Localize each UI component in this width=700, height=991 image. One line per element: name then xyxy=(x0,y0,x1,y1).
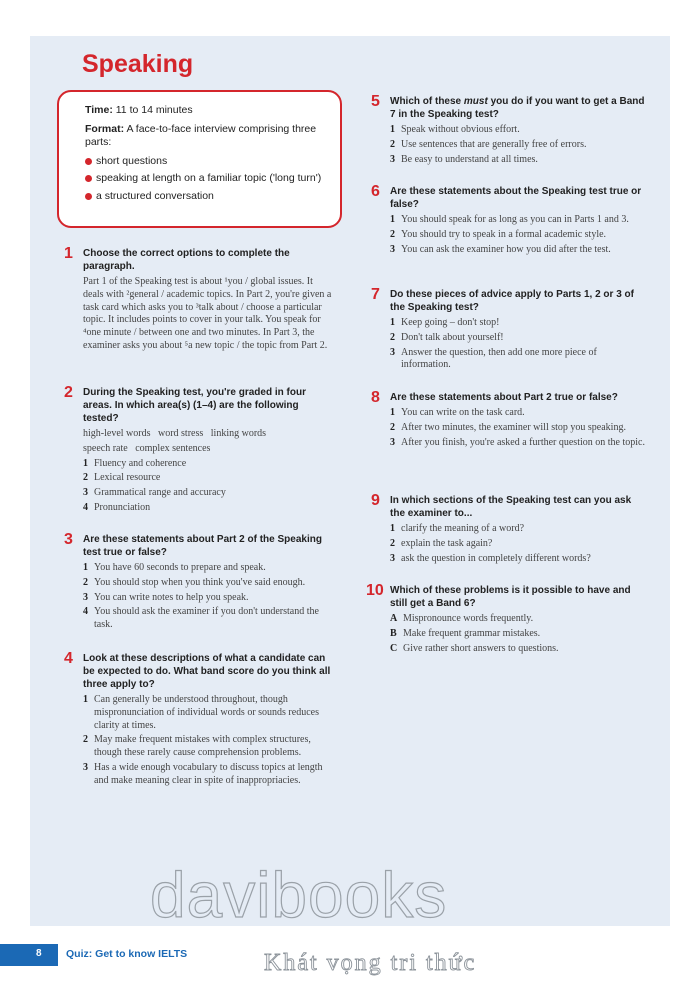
list-item: 2 You should stop when you think you've said enough. xyxy=(83,576,306,588)
list-item: 1 Can generally be understood throughout, though mispronunciation of individual words or sounds reduces clarity at times. xyxy=(83,694,319,731)
question-heading: Which of these problems is it possible to have and still get a Band 6? xyxy=(390,585,631,609)
list-item: 4 Pronunciation xyxy=(83,501,151,513)
list-item: 2 Don't talk about yourself! xyxy=(390,331,504,343)
page-title: Speaking xyxy=(82,50,194,78)
question-heading: Are these statements about the Speaking test true or false? xyxy=(390,186,642,210)
list-item: 3 Grammatical range and accuracy xyxy=(83,487,226,499)
page-number: 8 xyxy=(36,948,42,959)
list-item: 1 You can write on the task card. xyxy=(390,407,525,418)
list-item: A Mispronounce words frequently. xyxy=(390,613,534,624)
question-8 xyxy=(371,391,646,451)
watermark-brand: davibooks xyxy=(150,859,448,931)
list-item: 1 clarify the meaning of a word? xyxy=(390,523,525,534)
question-heading: Are these statements about Part 2 of the Speaking test true or false? xyxy=(83,534,322,558)
item-list xyxy=(390,613,646,655)
watermark-tagline: Khát vọng tri thức xyxy=(264,950,477,976)
question-7 xyxy=(371,288,646,374)
question-number: 9 xyxy=(371,492,380,509)
question-heading: In which sections of the Speaking test can you ask the examiner to... xyxy=(390,495,632,519)
list-item: 2 After two minutes, the examiner will stop you speaking. xyxy=(390,421,626,433)
item-list xyxy=(390,523,646,565)
question-number: 6 xyxy=(371,183,380,200)
question-6 xyxy=(371,185,646,258)
question-heading: Which of these must you do if you want to get a Band 7 in the Speaking test? xyxy=(390,96,645,120)
time-label: Time: xyxy=(85,104,113,116)
list-item: 3 Has a wide enough vocabulary to discuss topics at length and make meaning clear in spite of inappropriacies. xyxy=(83,761,323,786)
list-item: C Give rather short answers to questions. xyxy=(390,642,559,654)
question-number: 5 xyxy=(371,93,380,110)
list-item: 1 Keep going – don't stop! xyxy=(390,317,500,328)
list-item: 2 May make frequent mistakes with complex structures, though these rarely cause comprehension problems. xyxy=(83,734,311,759)
parts-list xyxy=(85,155,326,204)
list-item: 1 Fluency and coherence xyxy=(83,457,187,469)
bullet-icon xyxy=(85,158,92,165)
question-5 xyxy=(371,95,646,168)
list-item: a structured conversation xyxy=(85,190,326,204)
question-1 xyxy=(64,247,334,353)
question-paragraph: Part 1 of the Speaking test is about ¹you / global issues. It deals with ²general / academic topics. In Part 2, you're given a task card which asks you to ³talk about / choose a particular topic. It includes points to cover in your talk. You speak for ⁴one minute / between one and two minutes. In Part 3, the examiner asks you about ⁵a new topic / the topic from Part 2. xyxy=(83,276,332,351)
info-box xyxy=(57,90,342,228)
list-item: B Make frequent grammar mistakes. xyxy=(390,627,541,639)
item-list xyxy=(83,458,334,515)
question-heading: Choose the correct options to complete the paragraph. xyxy=(83,248,290,272)
footer-bar xyxy=(0,944,58,966)
question-number: 4 xyxy=(64,650,73,667)
question-number: 3 xyxy=(64,531,73,548)
question-4 xyxy=(64,652,339,790)
question-number: 7 xyxy=(371,286,380,303)
question-9 xyxy=(371,494,646,567)
list-item: 1 You have 60 seconds to prepare and speak. xyxy=(83,562,266,573)
list-item: 3 ask the question in completely different words? xyxy=(390,552,591,564)
format-line xyxy=(85,123,326,150)
question-3 xyxy=(64,533,334,634)
item-list xyxy=(83,562,334,632)
list-item: 3 Be easy to understand at all times. xyxy=(390,153,538,165)
item-list xyxy=(390,214,646,256)
question-number: 8 xyxy=(371,389,380,406)
footer-title: Quiz: Get to know IELTS xyxy=(66,948,188,960)
list-item: short questions xyxy=(85,155,326,169)
question-heading: Are these statements about Part 2 true or false? xyxy=(390,392,618,403)
item-list xyxy=(390,317,646,372)
list-item: 1 Speak without obvious effort. xyxy=(390,124,520,135)
word-list: speech rate complex sentences xyxy=(83,442,211,454)
list-item: 3 You can ask the examiner how you did after the test. xyxy=(390,243,611,255)
question-number: 10 xyxy=(366,582,384,599)
question-heading: Look at these descriptions of what a candidate can be expected to do. What band score do you think all three apply to? xyxy=(83,653,331,690)
question-number: 1 xyxy=(64,245,73,262)
list-item: 3 You can write notes to help you speak. xyxy=(83,591,249,603)
list-item: 4 You should ask the examiner if you don't understand the task. xyxy=(83,606,319,631)
question-number: 2 xyxy=(64,384,73,401)
format-value: A face-to-face interview comprising three parts: xyxy=(85,122,317,148)
list-item: 2 You should try to speak in a formal academic style. xyxy=(390,228,607,240)
time-value: 11 to 14 minutes xyxy=(115,104,193,116)
list-item: 2 Lexical resource xyxy=(83,472,161,484)
item-list xyxy=(390,407,646,449)
question-2 xyxy=(64,386,334,517)
item-list xyxy=(390,124,646,166)
question-heading: During the Speaking test, you're graded in four areas. In which area(s) (1–4) are the following tested? xyxy=(83,387,306,424)
list-item: 3 Answer the question, then add one more piece of information. xyxy=(390,346,597,371)
question-10 xyxy=(366,584,646,657)
bullet-icon xyxy=(85,175,92,182)
time-line xyxy=(85,104,326,118)
list-item: 1 You should speak for as long as you can in Parts 1 and 3. xyxy=(390,214,629,225)
bullet-icon xyxy=(85,193,92,200)
word-list: high-level words word stress linking words xyxy=(83,428,267,439)
list-item: 2 Use sentences that are generally free of errors. xyxy=(390,138,587,150)
format-label: Format: xyxy=(85,122,125,135)
list-item: speaking at length on a familiar topic ('long turn') xyxy=(85,172,326,186)
item-list xyxy=(83,694,339,788)
list-item: 2 explain the task again? xyxy=(390,537,493,549)
list-item: 3 After you finish, you're asked a further question on the topic. xyxy=(390,436,645,448)
question-heading: Do these pieces of advice apply to Parts 1, 2 or 3 of the Speaking test? xyxy=(390,289,634,313)
